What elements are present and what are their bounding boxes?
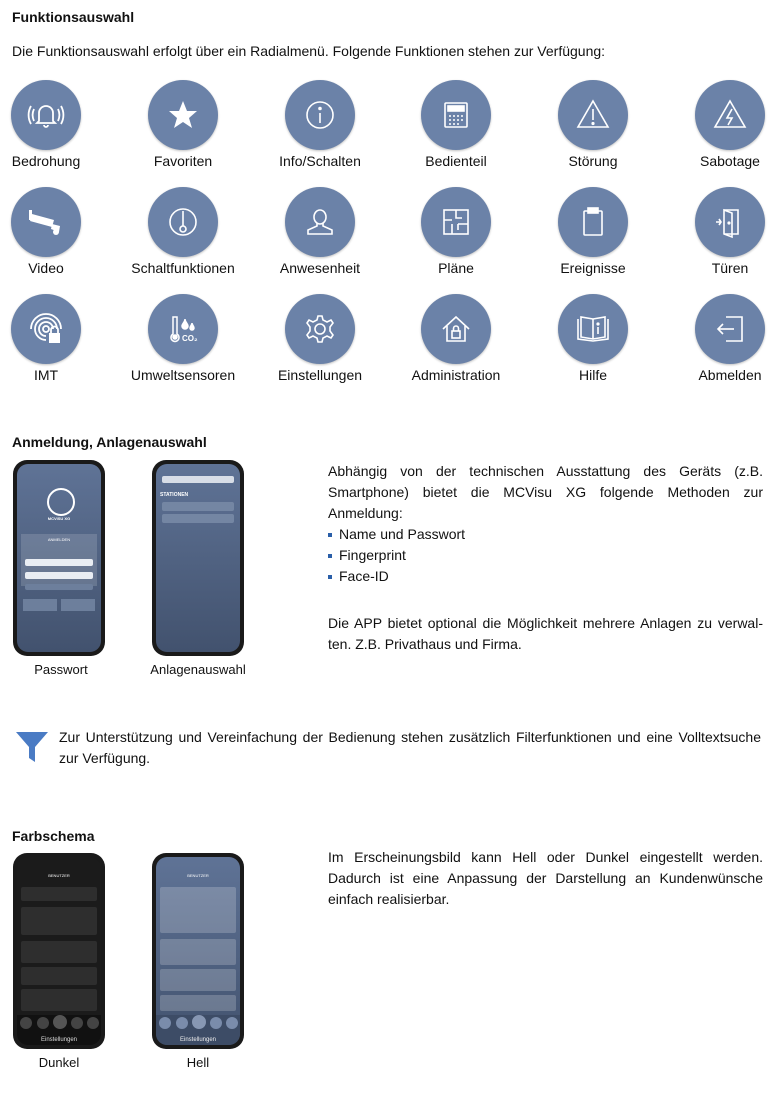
heading-anmeldung: Anmeldung, Anlagenauswahl [12, 434, 207, 450]
color-scheme-text: Im Erscheinungsbild kann Hell oder Dunkel eingestellt werden. Dadurch ist eine Anpassung der Darstellung an Kundenwünsche einfach realisierbar. [328, 849, 763, 907]
function-administration[interactable] [396, 294, 516, 383]
function-label: Pläne [438, 260, 474, 276]
function-umweltsensoren[interactable] [123, 294, 243, 383]
function-schaltfunktionen[interactable] [123, 187, 243, 276]
gear-icon [285, 294, 355, 364]
logo-icon [47, 488, 75, 516]
function-plaene[interactable] [396, 187, 516, 276]
sabotage-icon [695, 80, 765, 150]
phone-label-passwort: Passwort [34, 662, 88, 677]
star-icon [148, 80, 218, 150]
person-icon [285, 187, 355, 257]
screen-title: BENUTZER [187, 873, 209, 878]
function-info-schalten[interactable] [260, 80, 380, 169]
dock-label: Einstellungen [40, 1037, 78, 1043]
function-label: Hilfe [578, 367, 607, 383]
warning-triangle-icon [558, 80, 628, 150]
function-label: Video [28, 260, 64, 276]
function-label: Ereignisse [560, 260, 626, 276]
function-label: Einstellungen [277, 367, 363, 383]
function-label: Türen [711, 260, 749, 276]
intro-text: Die Funktionsauswahl erfolgt über ein Radialmenü. Folgende Funktionen stehen zur Verfügung: [12, 43, 606, 59]
function-label: Abmelden [698, 367, 762, 383]
function-bedienteil[interactable] [396, 80, 516, 169]
function-einstellungen[interactable] [260, 294, 380, 383]
keypad-icon [421, 80, 491, 150]
function-hilfe[interactable] [533, 294, 653, 383]
svg-text:CO₂: CO₂ [182, 334, 198, 343]
function-imt[interactable] [0, 294, 106, 383]
list-item: Face-ID [328, 566, 763, 587]
login-methods-list [328, 524, 763, 587]
function-label: Umweltsensoren [130, 367, 236, 383]
function-label: Störung [568, 153, 618, 169]
function-favoriten[interactable] [123, 80, 243, 169]
info-icon [285, 80, 355, 150]
function-tueren[interactable] [670, 187, 783, 276]
function-label: IMT [33, 367, 59, 383]
phone-label-dunkel: Dunkel [38, 1055, 80, 1070]
function-label: Anwesenheit [279, 260, 361, 276]
function-abmelden[interactable] [670, 294, 783, 383]
function-video[interactable] [0, 187, 106, 276]
filter-text: Zur Unterstützung und Vereinfachung der Bedienung stehen zusätzlich Filterfunktionen und eine Volltextsuche zur Verfügung. [59, 729, 761, 766]
login-title: ANMELDEN [47, 537, 71, 542]
phone-dunkel [13, 853, 105, 1049]
filter-icon [15, 730, 49, 764]
function-anwesenheit[interactable] [260, 187, 380, 276]
multi-site-text: Die APP bietet optional die Möglichkeit mehrere Anlagen zu verwal-ten. Z.B. Privathaus und Firma. [328, 615, 763, 652]
password-field[interactable] [25, 572, 93, 579]
admin-house-icon [421, 294, 491, 364]
help-book-icon [558, 294, 628, 364]
camera-icon [11, 187, 81, 257]
search-field[interactable] [162, 476, 234, 483]
phone-passwort [13, 460, 105, 656]
floorplan-icon [421, 187, 491, 257]
phone-hell [152, 853, 244, 1049]
phone-label-anlagenauswahl: Anlagenauswahl [150, 662, 246, 677]
function-stoerung[interactable] [533, 80, 653, 169]
door-icon [695, 187, 765, 257]
faceid-button[interactable] [23, 599, 57, 611]
station-item[interactable] [162, 502, 234, 511]
login-methods-text [328, 461, 763, 587]
screen-title: BENUTZER [48, 873, 70, 878]
function-bedrohung[interactable] [0, 80, 106, 169]
phone-label-hell: Hell [186, 1055, 210, 1070]
function-label: Administration [411, 367, 501, 383]
switch-icon [148, 187, 218, 257]
list-item: Fingerprint [328, 545, 763, 566]
heading-farbschema: Farbschema [12, 828, 95, 844]
heading-funktionsauswahl: Funktionsauswahl [12, 9, 135, 25]
login-button[interactable] [25, 584, 93, 590]
logo-text: MCVISU XG [47, 516, 71, 521]
station-item[interactable] [162, 514, 234, 523]
login-intro: Abhängig von der technischen Ausstattung des Geräts (z.B. Smartphone) bietet die MCVisu XG folgende Methoden zur Anmeldung: [328, 463, 763, 521]
function-label: Bedienteil [425, 153, 487, 169]
function-label: Favoriten [153, 153, 213, 169]
username-field[interactable] [25, 559, 93, 566]
dock-label: Einstellungen [179, 1037, 217, 1043]
imt-icon [11, 294, 81, 364]
alarm-bell-icon [11, 80, 81, 150]
environment-sensor-icon [148, 294, 218, 364]
phone-anlagenauswahl [152, 460, 244, 656]
function-label: Bedrohung [11, 153, 81, 169]
function-sabotage[interactable] [670, 80, 783, 169]
function-label: Schaltfunktionen [131, 260, 235, 276]
stations-title: STATIONEN [160, 492, 189, 498]
function-label: Info/Schalten [279, 153, 361, 169]
function-ereignisse[interactable] [533, 187, 653, 276]
function-label: Sabotage [700, 153, 760, 169]
clipboard-icon [558, 187, 628, 257]
list-item: Name und Passwort [328, 524, 763, 545]
fingerprint-button[interactable] [61, 599, 95, 611]
logout-icon [695, 294, 765, 364]
